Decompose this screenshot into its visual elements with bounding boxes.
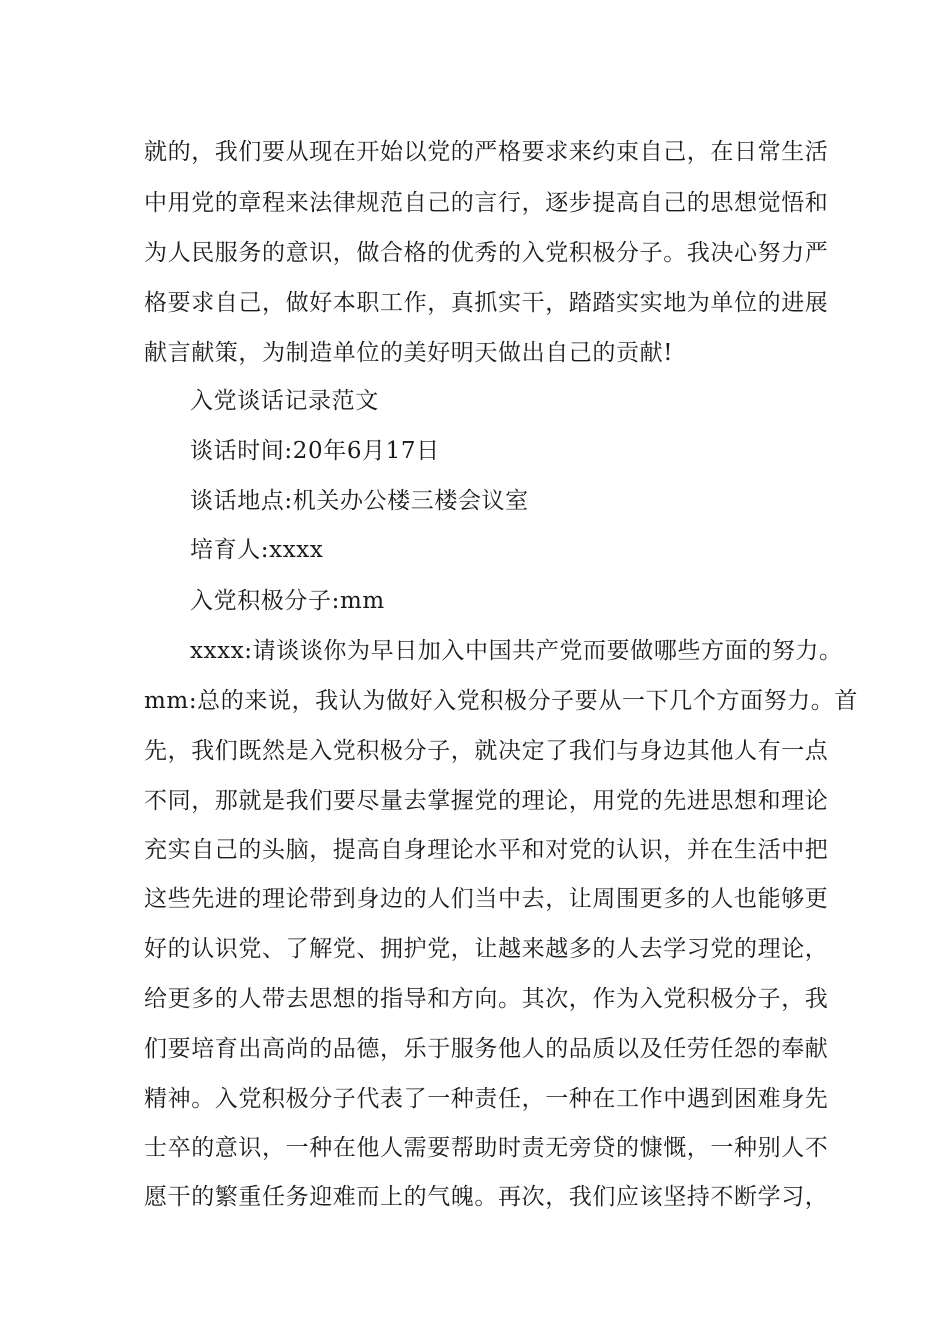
- text-line: 士卒的意识，一种在他人需要帮助时责无旁贷的慷慨，一种别人不: [144, 1135, 829, 1161]
- text-line: 为人民服务的意识，做合格的优秀的入党积极分子。我决心努力严: [144, 240, 829, 266]
- mentor-name: 培育人:xxxx: [190, 537, 324, 563]
- meeting-time: 谈话时间:20年6月17日: [190, 438, 440, 464]
- question-line: xxxx:请谈谈你为早日加入中国共产党而要做哪些方面的努力。: [190, 638, 843, 664]
- text-line: 先，我们既然是入党积极分子，就决定了我们与身边其他人有一点: [144, 738, 829, 764]
- text-line: 们要培育出高尚的品德，乐于服务他人的品质以及任劳任怨的奉献: [144, 1036, 829, 1062]
- text-line: 充实自己的头脑，提高自身理论水平和对党的认识，并在生活中把: [144, 837, 829, 863]
- text-line: 好的认识党、了解党、拥护党，让越来越多的人去学习党的理论，: [144, 936, 829, 962]
- text-line: mm:总的来说，我认为做好入党积极分子要从一下几个方面努力。首: [144, 688, 858, 714]
- activist-name: 入党积极分子:mm: [190, 588, 385, 614]
- meeting-location: 谈话地点:机关办公楼三楼会议室: [190, 488, 529, 514]
- text-line: 献言献策，为制造单位的美好明天做出自己的贡献!: [144, 340, 674, 366]
- text-line: 给更多的人带去思想的指导和方向。其次，作为入党积极分子，我: [144, 986, 829, 1012]
- text-line: 不同，那就是我们要尽量去掌握党的理论，用党的先进思想和理论: [144, 788, 829, 814]
- text-line: 中用党的章程来法律规范自己的言行，逐步提高自己的思想觉悟和: [144, 190, 829, 216]
- text-line: 格要求自己，做好本职工作，真抓实干，踏踏实实地为单位的进展: [144, 290, 829, 316]
- text-line: 这些先进的理论带到身边的人们当中去，让周围更多的人也能够更: [144, 886, 829, 912]
- text-line: 就的，我们要从现在开始以党的严格要求来约束自己，在日常生活: [144, 139, 829, 165]
- text-line: 精神。入党积极分子代表了一种责任，一种在工作中遇到困难身先: [144, 1086, 829, 1112]
- section-heading: 入党谈话记录范文: [190, 388, 379, 414]
- text-line: 愿干的繁重任务迎难而上的气魄。再次，我们应该坚持不断学习，: [144, 1184, 829, 1210]
